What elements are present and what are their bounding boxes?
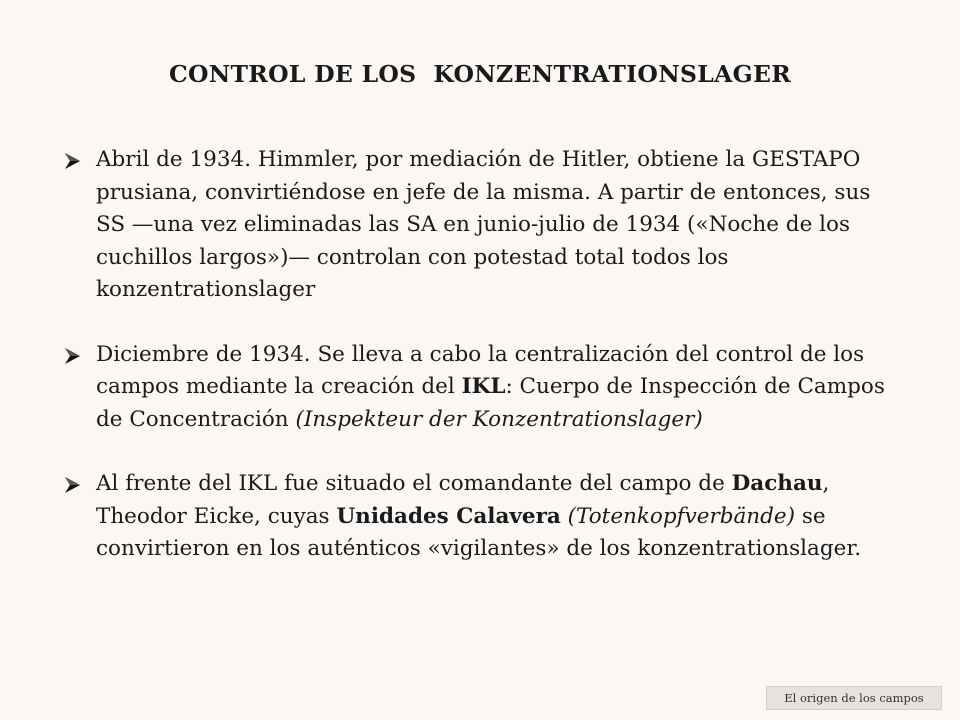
bullet-segment: Al frente del IKL fue situado el comandante del campo de <box>96 471 732 496</box>
bullet-text <box>96 147 870 302</box>
bullet-item <box>62 339 892 437</box>
bullet-item <box>62 468 892 566</box>
arrow-bullet-icon <box>62 340 88 370</box>
bullet-segment: (Totenkopfverbände) <box>567 503 796 529</box>
slide-title: CONTROL DE LOS KONZENTRATIONSLAGER <box>168 60 792 88</box>
bullet-segment: se convirtieron en los auténticos «vigilantes» de los konzentrationslager. <box>96 503 862 561</box>
bullet-segment: Abril de 1934. Himmler, por mediación de Hitler, obtiene la GESTAPO prusiana, convirtiéndose en jefe de la misma. A partir de entonces, sus SS —una vez eliminadas las SA en junio-julio de 1934 («Noche de los cuchillos largos»)— controlan con potestad total todos los konzentrationslager <box>96 147 871 302</box>
bullet-item <box>62 144 892 307</box>
bullet-text <box>96 342 885 432</box>
bullet-segment: (Inspekteur der Konzentrationslager) <box>295 406 703 432</box>
bullet-list <box>62 144 892 598</box>
bullet-segment <box>561 504 568 529</box>
footer-label: El origen de los campos <box>766 686 942 710</box>
bullet-segment: IKL <box>461 374 506 399</box>
arrow-bullet-icon <box>62 145 88 175</box>
bullet-segment: : Cuerpo de Inspección de Campos de Concentración <box>96 374 885 432</box>
bullet-segment: Unidades Calavera <box>336 503 561 529</box>
bullet-segment: Diciembre de 1934. Se lleva a cabo la centralización del control de los campos mediante la creación del <box>96 341 865 399</box>
arrow-bullet-icon <box>62 469 88 499</box>
bullet-text <box>96 471 861 561</box>
bullet-segment: , Theodor Eicke, cuyas <box>96 471 830 529</box>
bullet-segment: Dachau <box>731 471 823 496</box>
